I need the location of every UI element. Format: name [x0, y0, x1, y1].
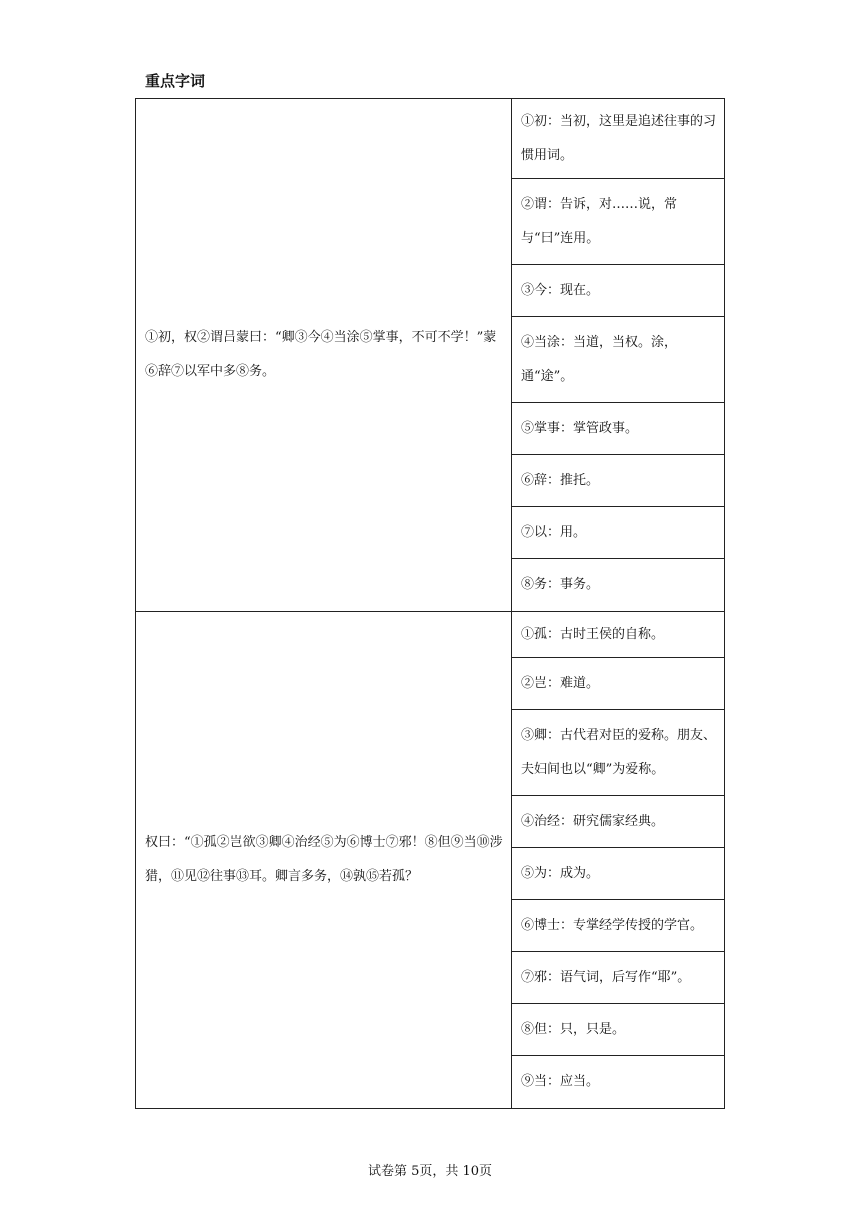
- passage-cell: ①初，权②谓吕蒙曰：“卿③今④当涂⑤掌事，不可不学！”蒙⑥辞⑦以军中多⑧务。: [136, 99, 512, 612]
- note-cell: ①初：当初，这里是追述往事的习惯用词。: [512, 99, 725, 179]
- note-cell: ③卿：古代君对臣的爱称。朋友、夫妇间也以“卿”为爱称。: [512, 710, 725, 796]
- note-cell: ②谓：告诉，对……说，常与“曰”连用。: [512, 179, 725, 265]
- note-cell: ⑥博士：专掌经学传授的学官。: [512, 900, 725, 952]
- note-cell: ⑧务：事务。: [512, 559, 725, 612]
- note-cell: ⑤为：成为。: [512, 848, 725, 900]
- note-cell: ①孤：古时王侯的自称。: [512, 612, 725, 658]
- section-heading: 重点字词: [145, 72, 206, 90]
- page-footer: 试卷第 5页，共 10页: [367, 1164, 493, 1179]
- note-cell: ⑧但：只，只是。: [512, 1004, 725, 1056]
- vocabulary-table: [135, 98, 725, 1109]
- table-row: [136, 612, 725, 658]
- note-cell: ④治经：研究儒家经典。: [512, 796, 725, 848]
- note-cell: ④当涂：当道，当权。涂，通“途”。: [512, 317, 725, 403]
- note-cell: ⑨当：应当。: [512, 1056, 725, 1109]
- note-cell: ⑦邪：语气词，后写作“耶”。: [512, 952, 725, 1004]
- note-cell: ⑥辞：推托。: [512, 455, 725, 507]
- note-cell: ⑦以：用。: [512, 507, 725, 559]
- note-cell: ②岂：难道。: [512, 658, 725, 710]
- passage-cell: 权曰：“①孤②岂欲③卿④治经⑤为⑥博士⑦邪！⑧但⑨当⑩涉猎，⑪见⑫往事⑬耳。卿言多务，⑭孰⑮若孤？: [136, 612, 512, 1109]
- note-cell: ③今：现在。: [512, 265, 725, 317]
- table-row: [136, 99, 725, 179]
- note-cell: ⑤掌事：掌管政事。: [512, 403, 725, 455]
